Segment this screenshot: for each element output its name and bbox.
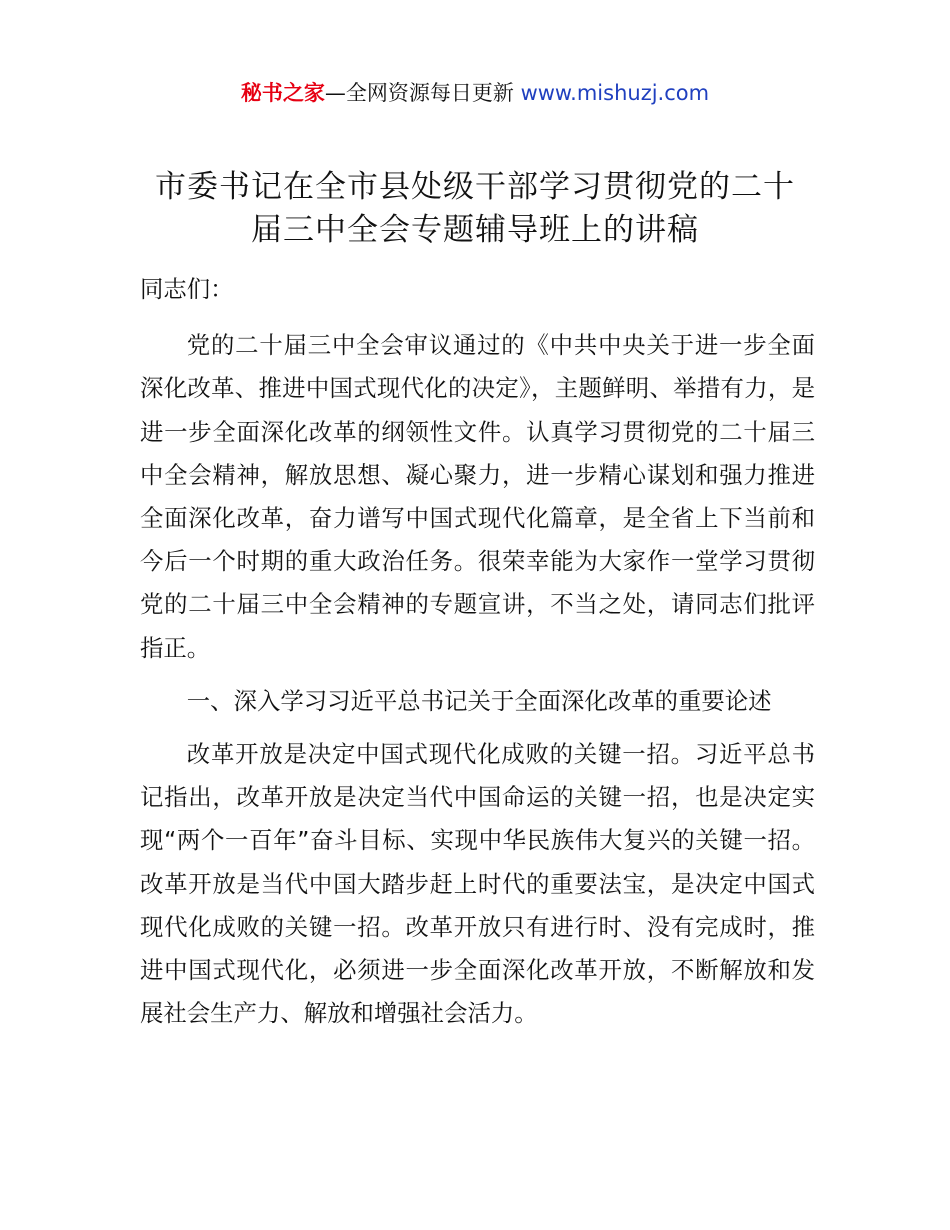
paragraph-intro: 党的二十届三中全会审议通过的《中共中央关于进一步全面深化改革、推进中国式现代化的决定》，主题鲜明、举措有力，是进一步全面深化改革的纲领性文件。认真学习贯彻党的二十届三中全会精神，解放思想、凝心聚力，进一步精心谋划和强力推进全面深化改革，奋力谱写中国式现代化篇章，是全省上下当前和今后一个时期的重大政治任务。很荣幸能为大家作一堂学习贯彻党的二十届三中全会精神的专题宣讲，不当之处，请同志们批评指正。 — [140, 331, 815, 662]
section-heading: 一、深入学习习近平总书记关于全面深化改革的重要论述 — [186, 686, 772, 715]
title-line-2: 届三中全会专题辅导班上的讲稿 — [251, 212, 699, 248]
site-header — [0, 76, 950, 110]
site-url-link[interactable]: www.mishuzj.com — [520, 81, 710, 105]
header-separator: — — [324, 81, 346, 105]
site-brand: 秘书之家 — [240, 81, 325, 105]
salutation: 同志们： — [140, 275, 234, 303]
document-title — [110, 166, 840, 252]
header-tagline: 全网资源每日更新 — [345, 81, 514, 105]
document-body — [140, 268, 815, 1045]
title-line-1: 市委书记在全市县处级干部学习贯彻党的二十 — [155, 169, 795, 205]
paragraph-reform: 改革开放是决定中国式现代化成败的关键一招。习近平总书记指出，改革开放是决定当代中国命运的关键一招，也是决定实现“两个一百年”奋斗目标、实现中华民族伟大复兴的关键一招。改革开放是当代中国大踏步赶上时代的重要法宝，是决定中国式现代化成败的关键一招。改革开放只有进行时、没有完成时，推进中国式现代化，必须进一步全面深化改革开放，不断解放和发展社会生产力、解放和增强社会活力。 — [140, 740, 815, 1028]
